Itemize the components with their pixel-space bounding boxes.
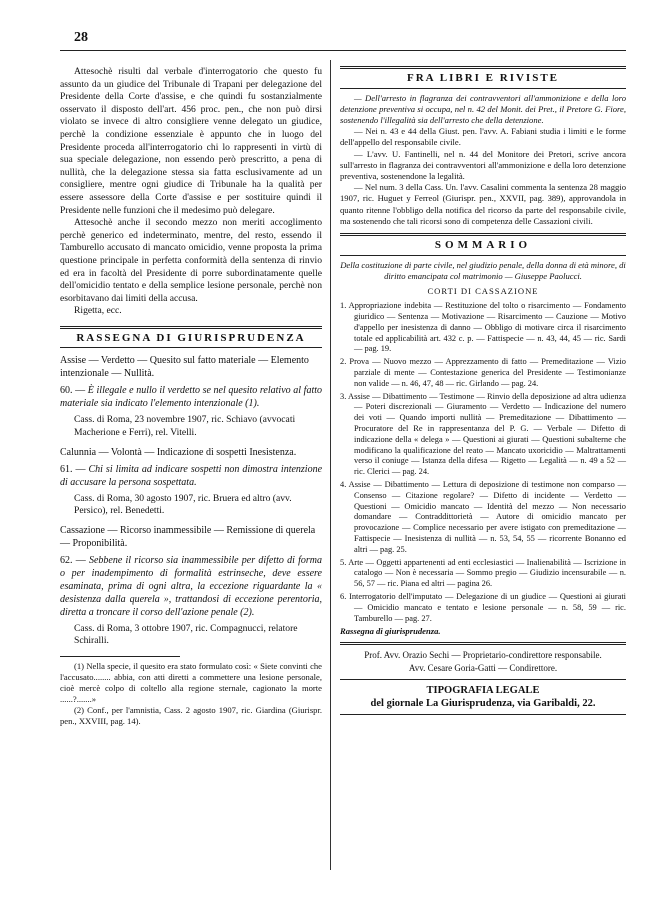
section-title: FRA LIBRI E RIVISTE	[406, 72, 559, 84]
sommario-title: SOMMARIO	[434, 239, 532, 252]
maxim-text: Chi si limita ad indicare sospetti non dimostra intenzione di accusare la persona sospettata.	[60, 463, 323, 488]
list-item: 4. Assise — Dibattimento — Lettura di deposizione di testimone non comparso — Consenso — Citazione regolare? — Difetto di incidente — Verdetto — Questioni — Omicidio mancato — Identità del mezzo — Non necessario domandare — Contraddittorietà — Autore di omicidio mancato per provocazione — Complice necessario per avere istigato con premeditazione — Fattispecie — Inesistenza di nullità — n. 53, 54, 55 — ricorrente Bonanno ed altri — pag. 25.	[340, 479, 626, 554]
intro-paragraph: Attesochè anche il secondo mezzo non meriti accoglimento perchè generico ed indeterminato, mentre, del resto, essendo il Tamburello accusato di mancato omicidio, venne proposta la prima questione principale in perfetta conformità della sentenza di rinvio ed era in facoltà del Presidente di porre subordinatamente quelle dell'omicidio tentato e della semplice lesione personale, perchè non esorbitavano dai limiti della accusa.	[60, 217, 322, 304]
proprietor-line: Prof. Avv. Orazio Sechi — Proprietario-condirettore responsabile.	[364, 649, 602, 660]
section-rule	[340, 233, 626, 236]
list-item: 1. Appropriazione indebita — Restituzione del tolto o risarcimento — Fondamento giuridico — Sentenza — Motivazione — Risarcimento — Cauzione — Motivo d'appello per inesistenza di danno — Obbligo di motivare circa il risarcimento totale ed applicabilità art. 432 c. p. — Fattispecie — n. 43, 44, 45 — ric. Sardi — pag. 19.	[340, 301, 626, 354]
footnote: (1) Nella specie, il quesito era stato formulato così: « Siete convinti che l'accusato........ abbia, con atti diretti a commettere una lesione personale, cioè mercè colpo di coltello alla regione sternale, cagionato la morte ......?.......»	[60, 661, 322, 705]
maxim-text: Sebbene il ricorso sia inammessibile per difetto di forma o per inadempimento di formalità estrinseche, deve essere esaminata, prima di ogni altra, la eccezione riguardante la « desistenza dalla querela », trattandosi di eccezione perentoria, diretta a troncare il corso dell'azione penale (2).	[60, 554, 323, 618]
sommario-list	[340, 301, 626, 624]
codirector-line: Avv. Cesare Goria-Gatti — Condirettore.	[408, 662, 558, 673]
maxim-subject: Assise — Verdetto — Quesito sul fatto materiale — Elemento intenzionale — Nullità.	[60, 355, 309, 380]
page-number: 28	[74, 30, 88, 45]
review-note: — Dell'arresto in flagranza dei contravventori all'ammonizione e della loro detenzione preventiva si occupa, nel n. 42 del Monit. dei Pret., il Pretore G. Fiore, sostenendo l'illegalità sia dell'arresto che della detenzione.	[340, 92, 626, 125]
maxim-subject: Cassazione — Ricorso inammessibile — Remissione di querela — Proponibilità.	[60, 524, 316, 549]
right-column	[340, 66, 626, 715]
review-note: — Nel num. 3 della Cass. Un. l'avv. Casalini commenta la sentenza 28 maggio 1907, ric. Huguet y Ferreol (Giurispr. pen., XXVII, pag. 389), approvandola in quanto ritenne l'obbligo della notifica del ricorso da parte del responsabile civile, ma sostenendo che tali ricorsi sono di competenza delle Cassazioni civili.	[340, 182, 626, 226]
section-rule	[340, 66, 626, 69]
footer-rule	[340, 714, 626, 715]
maxim-citation: Cass. di Roma, 3 ottobre 1907, ric. Compagnucci, relatore Schiralli.	[74, 622, 298, 647]
review-note: — Nei n. 43 e 44 della Giust. pen. l'avv. A. Fabiani studia i limiti e le forme dell'appello del responsabile civile.	[340, 126, 626, 148]
printer-title: TIPOGRAFIA LEGALE	[426, 684, 540, 696]
section-title: RASSEGNA DI GIURISPRUDENZA	[76, 331, 306, 344]
footnote: (2) Conf., per l'amnistia, Cass. 2 agosto 1907, ric. Giardina (Giurispr. pen., XXVIII, pag. 14).	[60, 705, 322, 727]
printer-address: del giornale La Giurisprudenza, via Garibaldi, 22.	[370, 697, 596, 709]
corti-title: CORTI DI CASSAZIONE	[427, 286, 539, 297]
closing-line: Rigetta, ecc.	[74, 305, 122, 317]
list-item: 5. Arte — Oggetti appartenenti ad enti ecclesiastici — Inalienabilità — Iscrizione in catalogo — Non è necessaria — Sommo pregio — Giudizio incensurabile — n. 56, 57 — ric. Piana ed altri — pagina 26.	[340, 557, 626, 589]
section-rule	[60, 326, 322, 329]
column-divider	[330, 60, 331, 870]
maxim-number: 62. —	[60, 554, 86, 566]
maxim-number: 61. —	[60, 463, 86, 475]
maxim-number: 60. —	[60, 385, 86, 397]
left-column	[60, 66, 322, 727]
publisher-block	[340, 649, 626, 675]
maxim-citation: Cass. di Roma, 30 agosto 1907, ric. Bruera ed altro (avv. Persico), rel. Benedetti.	[74, 492, 292, 517]
list-item: 2. Prova — Nuovo mezzo — Apprezzamento di fatto — Premeditazione — Vizio parziale di mente — Contestazione generica del Presidente — Testimonianze non valide — n. 46, 47, 48 — ric. Girlando — pag. 24.	[340, 357, 626, 388]
review-note: — L'avv. U. Fantinelli, nel n. 44 del Monitore dei Pretori, scrive ancora sull'arresto in flagranza dei contravventori all'ammonizione e della loro detenzione preventiva, sostenendone la legalità.	[340, 148, 626, 182]
rassegna-line: Rassegna di giurisprudenza.	[340, 626, 441, 637]
intro-paragraph: Attesochè risulti dal verbale d'interrogatorio che questo fu assunto da un giudice del Tribunale di Trapani per delegazione del Presidente della Corte d'assise, e che quindi fu sostanzialmente osservato il disposto dell'art. 456 proc. pen., che non può dirsi violato se invece di altro consigliere venne delegato un giudice, perchè la condizione essenziale è appunto che in luogo del Presidente proceda all'interrogatorio chi lo rappresenti in virtù di sua speciale delegazione, non essendo però prescritto, a pena di nullità, che la delegazione stessa sia fatta esclusivamente ad un consigliere, mentre ogni giudice di Tribunale ha la qualità per essere assessore della Corte d'assise e per sostituire quindi il Presidente nelle funzioni che il medesimo può delegare.	[60, 66, 322, 216]
header-rule	[60, 50, 626, 51]
maxim-citation: Cass. di Roma, 23 novembre 1907, ric. Schiavo (avvocati Macherione e Ferri), rel. Vitelli.	[74, 414, 296, 439]
list-item: 6. Interrogatorio dell'imputato — Delegazione di un giudice — Questioni ai giurati — Omicidio mancato e tentato e lesione personale — n. 58, 59 — ric. Tamburello — pag. 27.	[340, 591, 626, 623]
list-item: 3. Assise — Dibattimento — Testimone — Rinvio della deposizione ad altra udienza — Poteri discrezionali — Giuramento — Verdetto — Indicazione del numero dei voti — Quando importi nullità — Premeditazione — Dibattimento — Procuratore del Re in rappresentanza del P. G. — Verbale — Difetto di indicazione della « delega » — Questioni ai giurati — Questioni subalterne che modificano la qualificazione del reato — Mancato uxoricidio — Maltrattamenti verso il coniuge — Istanza della difesa — Rigetto — Legalità — n. 49 a 52 — ric. Clerici — pag. 24.	[340, 391, 626, 477]
maxim-text: È illegale e nullo il verdetto se nel quesito relativo al fatto materiale sia indicato l'elemento intenzionale (1).	[60, 385, 323, 410]
sommario-intro: Della costituzione di parte civile, nel giudizio penale, della donna di età minore, di diritto emancipata col matrimonio — Giuseppe Paolucci.	[340, 259, 626, 281]
maxim-subject: Calunnia — Volontà — Indicazione di sospetti Inesistenza.	[60, 446, 297, 458]
